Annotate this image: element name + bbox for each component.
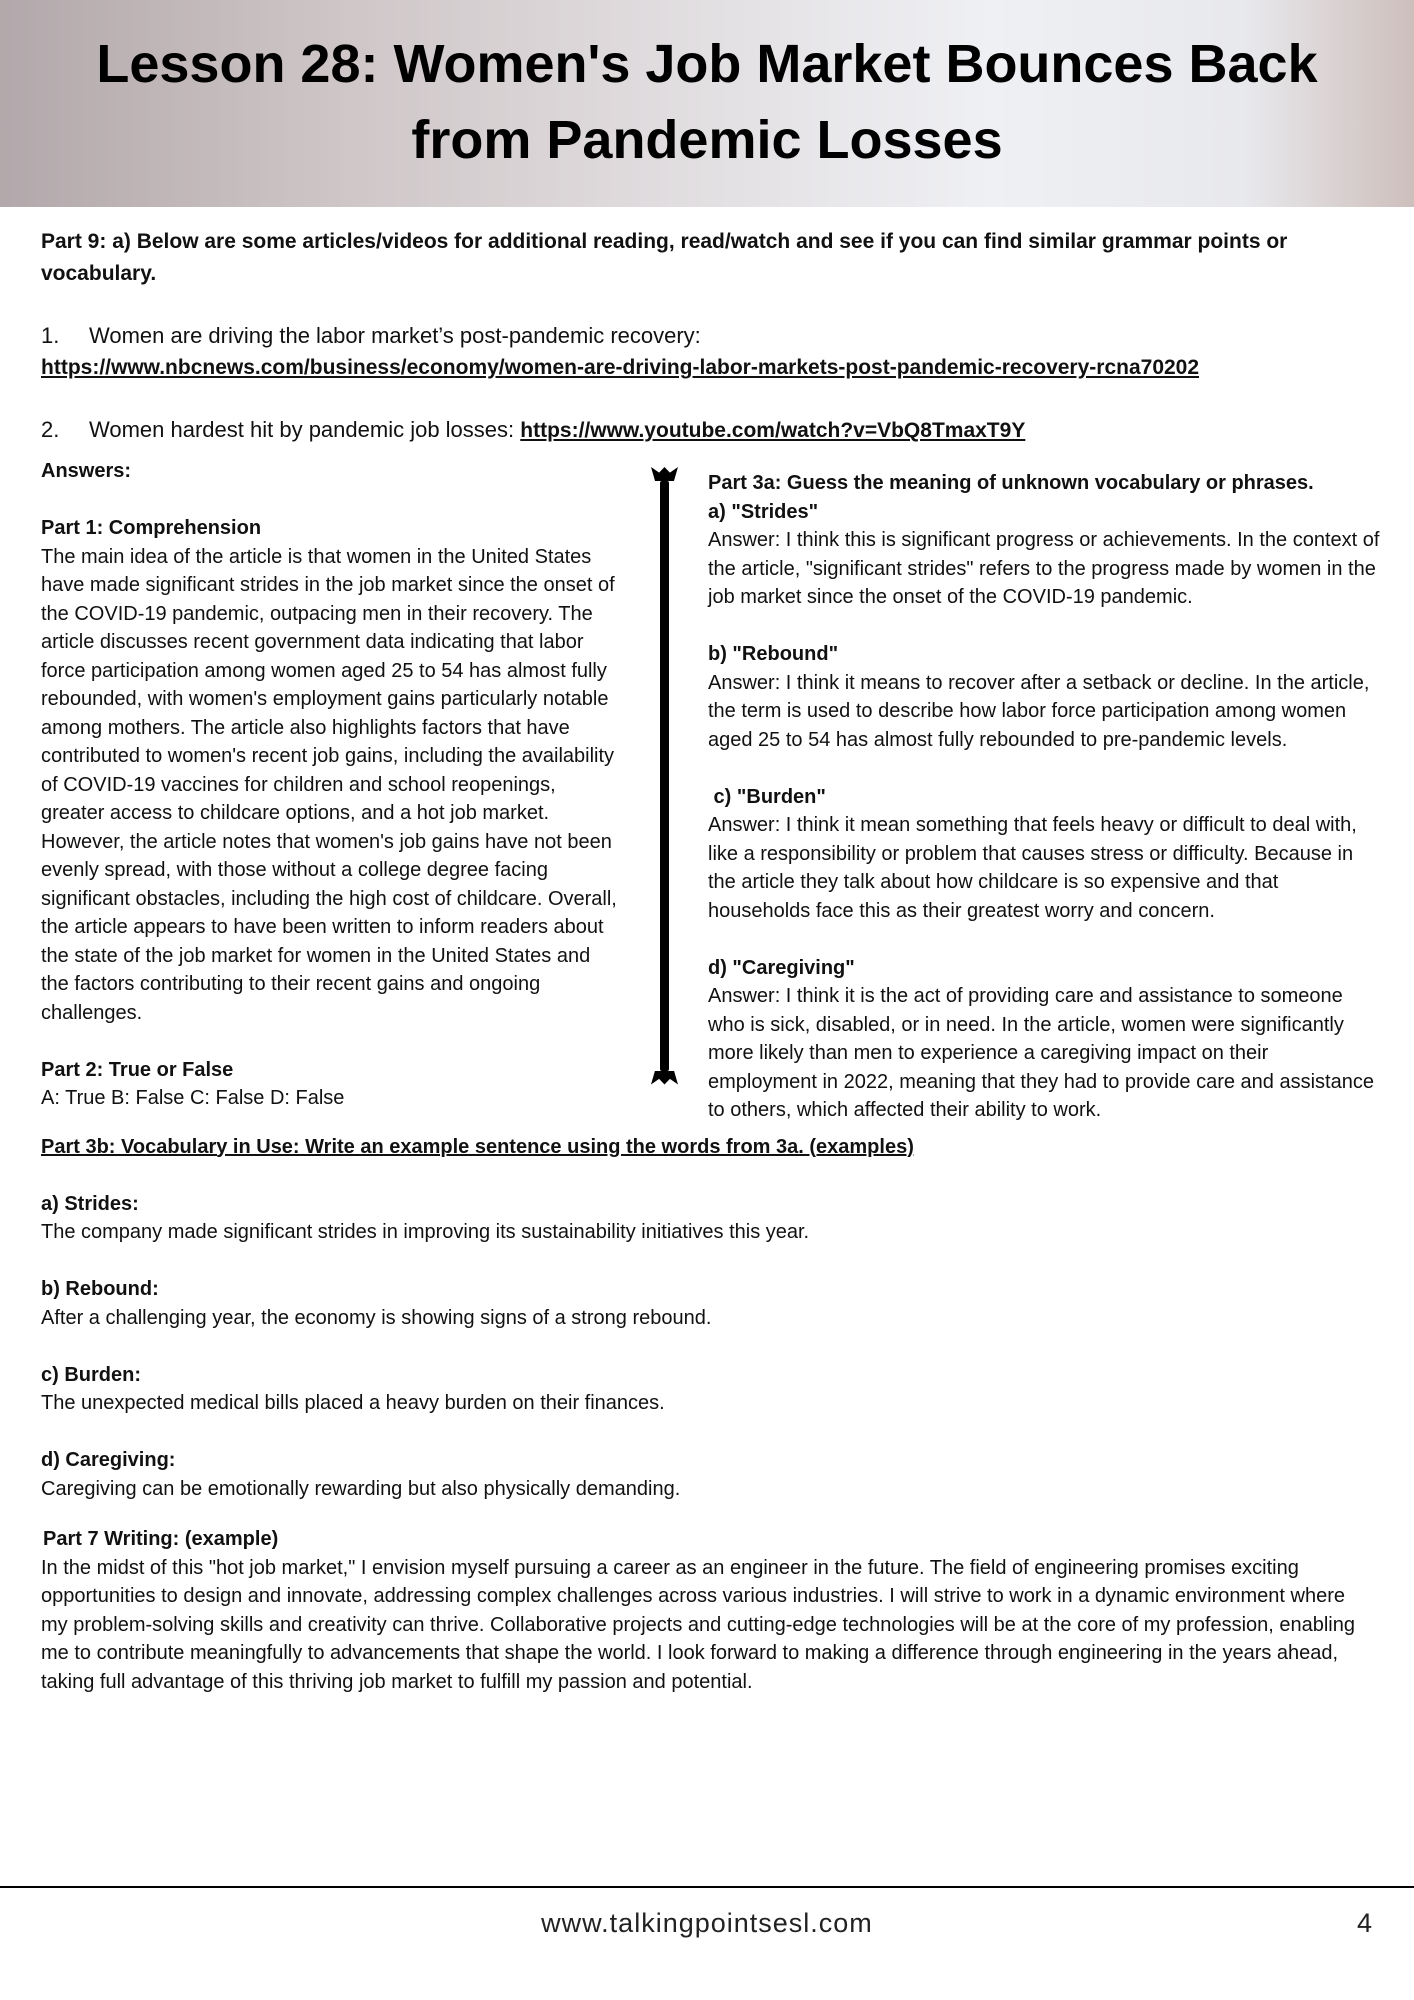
term: a) Strides:: [41, 1192, 139, 1215]
header-banner: [0, 0, 1414, 207]
part7-text: In the midst of this "hot job market," I envision myself pursuing a career as an engineer in the future. The field of engineering promises exciting opportunities to design and innovate, addressing complex challenges across various industries. I will strive to work in a dynamic environment where my problem-solving skills and creativity can thrive. Collaborative projects and cutting-edge technologies will be at the core of my profession, enabling me to contribute meaningfully to advancements that shape the world. I look forward to making a difference through engineering in the years ahead, taking full advantage of this thriving job market to fulfill my passion and potential.: [41, 1556, 1355, 1693]
footer-divider: [0, 1886, 1414, 1888]
part3b-heading: Part 3b: Vocabulary in Use: Write an example sentence using the words from 3a. (examples): [41, 1135, 914, 1158]
term: b) Rebound:: [41, 1278, 159, 1300]
part2-text: A: True B: False C: False D: False: [41, 1087, 345, 1109]
answers-heading: Answers:: [41, 460, 132, 482]
answer-burden: Answer: I think it mean something that feels heavy or difficult to deal with, like a responsibility or problem that causes stress or difficulty. Because in the article they talk about how childcare is so expensive and that households face this as their greatest worry and concern.: [708, 814, 1357, 922]
sentence: The unexpected medical bills placed a heavy burden on their finances.: [41, 1392, 665, 1414]
footer-website: www.talkingpointsesl.com: [541, 1908, 873, 1938]
sentence: After a challenging year, the economy is showing signs of a strong rebound.: [41, 1306, 712, 1329]
title-line-1: Lesson 28: Women's Job Market Bounces Back: [96, 34, 1318, 94]
part1-heading: Part 1: Comprehension: [41, 517, 262, 539]
column-divider-wrap: [621, 457, 708, 1125]
part3b-section: [0, 1125, 1414, 1504]
part9-section: [0, 207, 1414, 447]
answer-caregiving: Answer: I think it is the act of providing care and assistance to someone who is sick, disabled, or in need. In the article, women were significantly more likely than men to experience a caregiving impact on their employment in 2022, meaning that they had to provide care and assistance to others, which affected their ability to work.: [708, 985, 1374, 1121]
term: c) Burden:: [41, 1363, 141, 1386]
page-number: 4: [1356, 1908, 1372, 1938]
nbc-link[interactable]: https://www.nbcnews.com/business/economy/women-are-driving-labor-markets-post-pandemic-recovery-rcna70202: [41, 356, 1200, 379]
item-number: 2.: [41, 417, 60, 442]
part2-heading: Part 2: True or False: [41, 1058, 234, 1081]
part3a-heading: Part 3a: Guess the meaning of unknown vocabulary or phrases.: [708, 472, 1314, 494]
term-strides: a) "Strides": [708, 500, 819, 523]
term-burden: c) "Burden": [708, 785, 826, 808]
answer-rebound: Answer: I think it means to recover after a setback or decline. In the article, the term is used to describe how labor force participation among women aged 25 to 54 has almost fully rebounded to pre-pandemic levels.: [708, 671, 1370, 751]
answer-strides: Answer: I think this is significant progress or achievements. In the context of the article, "significant strides" refers to the progress made by women in the job market since the onset of the COVID-19 pandemic.: [708, 529, 1380, 608]
divider-bottom-cap: [651, 1071, 678, 1085]
footer: [0, 1886, 1414, 2000]
sentence: The company made significant strides in improving its sustainability initiatives this year.: [41, 1221, 810, 1243]
column-divider: [660, 481, 669, 1071]
term: d) Caregiving:: [41, 1449, 176, 1471]
sentence: Caregiving can be emotionally rewarding but also physically demanding.: [41, 1477, 681, 1500]
divider-top-cap: [651, 467, 678, 481]
item-text: Women are driving the labor market’s post-pandemic recovery:: [89, 323, 701, 348]
page-title: [0, 26, 1414, 178]
item-text: Women hardest hit by pandemic job losses:: [89, 417, 521, 442]
youtube-link[interactable]: https://www.youtube.com/watch?v=VbQ8TmaxT9Y: [520, 419, 1026, 442]
part1-text: The main idea of the article is that women in the United States have made significant strides in the job market since the onset of the COVID-19 pandemic, outpacing men in their recovery. The article discusses recent government data indicating that labor force participation among women aged 25 to 54 has almost fully rebounded, with women's employment gains particularly notable among mothers. The article also highlights factors that have contributed to women's recent job gains, including the availability of COVID-19 vaccines for children and school reopenings, greater access to childcare options, and a hot job market. However, the article notes that women's job gains have not been evenly spread, with those without a college degree facing significant obstacles, including the high cost of childcare. Overall, the article appears to have been written to inform readers about the state of the job market for women in the United States and the factors contributing to their recent gains and ongoing challenges.: [41, 545, 617, 1024]
term-rebound: b) "Rebound": [708, 643, 839, 665]
term-caregiving: d) "Caregiving": [708, 956, 855, 979]
title-line-2: from Pandemic Losses: [411, 110, 1003, 170]
part9-heading: Part 9: a) Below are some articles/videos for additional reading, read/watch and see if you can find similar grammar points or vocabulary.: [41, 230, 1288, 285]
answers-columns: [0, 447, 1414, 1125]
part7-section: [0, 1503, 1414, 1696]
item-number: 1.: [41, 323, 60, 348]
answers-column: [41, 457, 621, 1125]
part3a-column: [708, 457, 1381, 1125]
part7-heading: Part 7 Writing: (example): [43, 1528, 279, 1550]
